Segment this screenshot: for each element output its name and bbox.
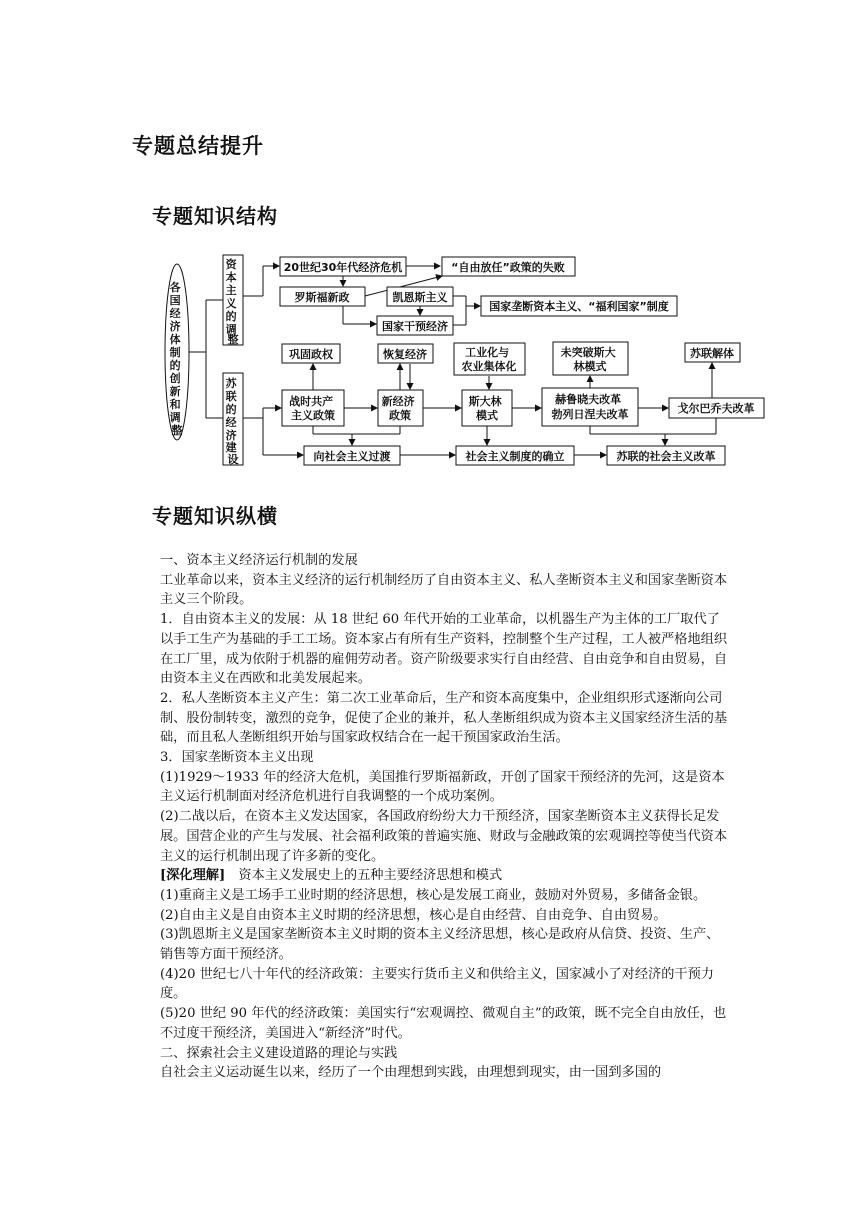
paragraph: 1．自由资本主义的发展：从 18 世纪 60 年代开始的工业革命，以机器生产为主体的工厂取代了以手工生产为基础的手工工场。资本家占有所有生产资料，控制整个生产过程，工人被严格地组织在工厂里，成为依附于机器的雇佣劳动者。资产阶级要求实行自由经营、自由竞争和自由贸易，自由资本主义在西欧和北美发展起来。 (160, 612, 728, 687)
paragraph: (1)1929～1933 年的经济大危机，美国推行罗斯福新政，开创了国家干预经济的先河，这是资本主义运行机制面对经济危机进行自我调整的一个成功案例。 (160, 769, 725, 805)
paragraph: (2)二战以后，在资本主义发达国家，各国政府纷纷大力干预经济，国家垄断资本主义获得长足发展。国营企业的产生与发展、社会福利政策的普遍实施、财政与金融政策的宏观调控等使当代资本主义的运行机制出现了许多新的变化。 (160, 809, 728, 864)
node-khrushchev-brezhnev-label: 赫鲁晓夫改革 勃列日涅夫改革 (551, 393, 629, 421)
paragraph: 2．私人垄断资本主义产生：第二次工业革命后，生产和资本高度集中，企业组织形式逐渐向公司制、股份制转变，激烈的竞争，促使了企业的兼并，私人垄断组织成为资本主义国家经济生活的基础，而且私人垄断组织开始与国家政权结合在一起干预国家政治生活。 (160, 690, 728, 746)
node-stalin-model-label: 斯大林 模式 (468, 395, 502, 422)
node-gorbachev-label: 戈尔巴乔夫改革 (677, 402, 755, 415)
node-transition-label: 向社会主义过渡 (313, 450, 391, 463)
section-heading-socialism: 二、探索社会主义建设道路的理论与实践 (160, 1045, 398, 1061)
list-item: (3)凯恩斯主义是国家垄断资本主义时期的资本主义经济思想，核心是政府从信贷、投资、生产、销售等方面干预经济。 (160, 927, 720, 963)
node-state-intervention-label: 国家干预经济 (382, 320, 448, 333)
list-item: (5)20 世纪 90 年代的经济政策：美国实行“宏观调控、微观自主”的政策，既不完全自由放任，也不过度干预经济，美国进入“新经济”时代。 (160, 1006, 727, 1041)
node-crisis-label: 20世纪30年代经济危机 (283, 261, 403, 274)
section-heading-capitalism: 一、资本主义经济运行机制的发展 (160, 553, 358, 568)
paragraph: 3．国家垄断资本主义出现 (160, 750, 314, 766)
node-restore-economy-label: 恢复经济 (383, 348, 427, 361)
body-text (160, 551, 730, 1083)
section-title-structure: 专题知识结构 (152, 204, 278, 228)
section-title-overview: 专题知识纵横 (152, 504, 278, 528)
node-war-communism-label: 战时共产 主义政策 (289, 395, 335, 422)
node-consolidate-power-label: 巩固政权 (289, 348, 333, 361)
node-industrialization-label: 工业化与 农业集体化 (461, 346, 517, 373)
node-new-deal-label: 罗斯福新政 (294, 291, 350, 304)
paragraph: 自社会主义运动诞生以来，经历了一个由理想到实践，由理想到现实，由一国到多国的 (160, 1065, 662, 1081)
node-unbroken-model-label: 未突破斯大 林模式 (560, 346, 616, 373)
node-soviet-collapse-label: 苏联解体 (690, 347, 734, 360)
paragraph: 工业革命以来，资本主义经济的运行机制经历了自由资本主义、私人垄断资本主义和国家垄断资本主义三个阶段。 (160, 572, 728, 608)
node-laissez-faire-label: “自由放任”政策的失败 (451, 261, 565, 274)
node-keynesianism-label: 凯恩斯主义 (392, 291, 448, 304)
deep-understanding-heading (160, 866, 730, 886)
knowledge-structure-diagram (0, 0, 860, 500)
list-item: (2)自由主义是自由资本主义时期的经济思想，核心是自由经营、自由竞争、自由贸易。 (160, 907, 667, 923)
branch-soviet-label: 苏 联 的 经 济 建 设 (225, 377, 239, 466)
node-system-established-label: 社会主义制度的确立 (465, 450, 565, 463)
page-title: 专题总结提升 (132, 134, 264, 158)
node-nep-label: 新经济 政策 (381, 395, 415, 422)
list-item: (1)重商主义是工场手工业时期的经济思想，核心是发展工商业，鼓励对外贸易，多储备金银。 (160, 887, 707, 903)
branch-capitalism-label: 资 本 主 义 的 调 整 (225, 258, 239, 346)
list-item: (4)20 世纪七八十年代的经济政策：主要实行货币主义和供给主义，国家减小了对经济的干预力度。 (160, 966, 714, 1002)
node-welfare-state-label: 国家垄断资本主义、“福利国家”制度 (489, 300, 669, 313)
deep-understanding-title: 资本主义发展史上的五种主要经济思想和模式 (225, 868, 503, 884)
root-label: 各 国 经 济 体 制 的 创 新 和 调 整 (169, 281, 183, 437)
deep-understanding-tag: [深化理解] (160, 868, 226, 884)
node-socialist-reform-label: 苏联的社会主义改革 (616, 450, 716, 463)
